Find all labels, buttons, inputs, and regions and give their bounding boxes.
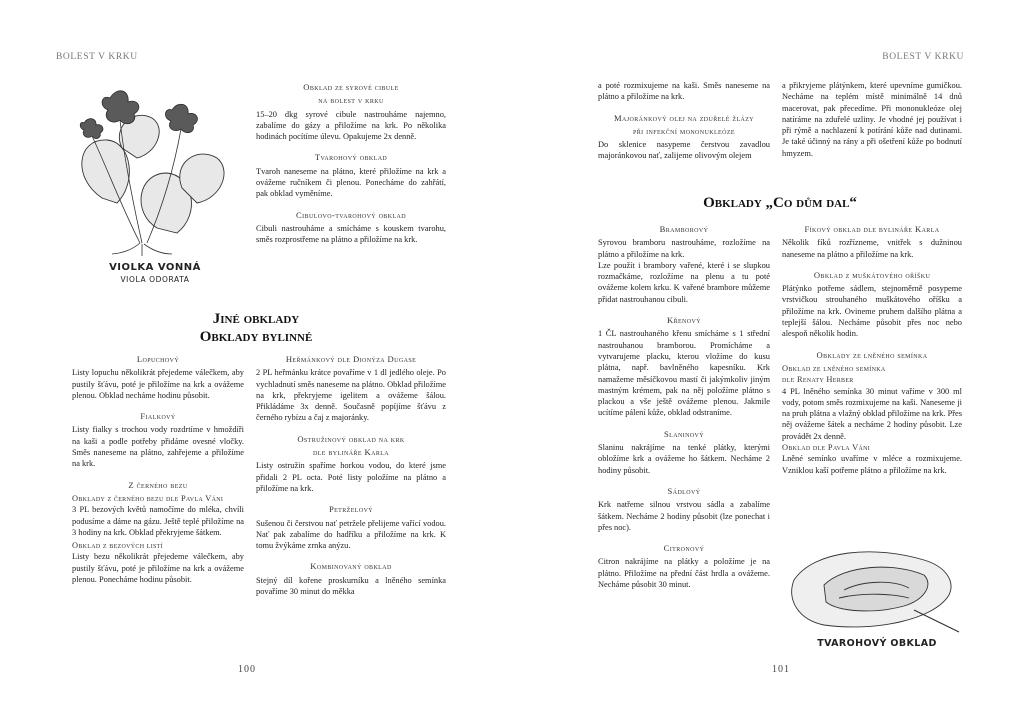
recipe-text: Listy lopuchu několikrát přejedeme válečkem, aby pustily šťávu, poté je přiložíme na krk a ovážeme plenou. Obklad necháme hodinu působit.	[72, 368, 244, 400]
recipe-text: Stejný díl kořene proskurníku a lněného semínka povaříme 30 minut do měkka	[256, 575, 446, 597]
recipe-title: Sádlový	[667, 485, 701, 496]
recipe-block	[256, 210, 446, 246]
recipe-text: Cibuli nastrouháme a smícháme s kouskem tvarohu, směs rozprostřeme na plátno a přiložíme na krk.	[256, 223, 446, 245]
recipe-text: Plátýnko potřeme sádlem, stejnoměrně posypeme vrstvičkou strouhaného muškátového oříšku a přiložíme na krk. Ovineme pruhem dalšího plátna a teplejší šálou. Necháme působit přes noc nebo alespoň několik hodin.	[782, 284, 962, 339]
recipe-subtitle: Obklady z černého bezu dle Pavla Váni	[72, 493, 224, 503]
recipe-text: Listy bezu několikrát přejedeme válečkem, aby pustily šťávu, poté je přiložíme na krk a ovážeme plenou. Ponecháme hodinu působit.	[72, 552, 244, 585]
recipe-text: Několik fíků rozřízneme, vnitřek s dužninou naneseme na plátno a přiložíme na krk.	[782, 238, 962, 259]
recipe-text: 15–20 dkg syrové cibule nastrouháme najemno, zabalíme do gázy a přiložíme na krk. Po několika hodinách pocítíme úlevu. Opakujeme 2x denně.	[256, 109, 446, 142]
recipe-block	[598, 315, 770, 419]
text-column-1	[598, 224, 770, 600]
recipe-text: 3 PL bezových květů namočíme do mléka, chvíli podusíme a dáme na gázu. Ještě teplé přiložíme na 3 hodiny na krk. Obklad překryjeme šátkem.	[72, 505, 244, 537]
recipe-text: Listy ostružin spaříme horkou vodou, do které jsme přidali 2 PL octa. Poté listy položíme na plátno a přiložíme na krk.	[256, 461, 446, 493]
recipe-text: Do sklenice nasypeme čerstvou zavadlou majoránkovou nať, zalijeme olivovým olejem	[598, 140, 770, 161]
violet-plant-drawing-icon	[62, 78, 242, 258]
recipe-block	[782, 224, 962, 260]
recipe-block	[598, 113, 770, 162]
recipe-block	[598, 80, 770, 103]
recipe-title: Petrželový	[328, 504, 374, 515]
recipe-title: Slaninový	[663, 428, 705, 439]
illustration-caption: VIOLKA VONNÁ	[109, 262, 201, 273]
recipe-block	[72, 354, 244, 401]
recipe-block	[256, 561, 446, 597]
recipe-block	[72, 411, 244, 469]
recipe-title: Bramborový	[659, 224, 709, 234]
recipe-text: 2 PL heřmánku krátce povaříme v 1 dl jedlého oleje. Po vychladnutí směs naneseme na plátno. Obklad přiložíme na krk, překryjeme igelitem a ovážeme šálou. Přikládáme 3x denně. Současně popíjíme šťávu z černého rybízu a čaj z majoránky.	[256, 368, 446, 423]
recipe-block	[256, 152, 446, 199]
page-number: 100	[238, 664, 256, 675]
illustration-caption: TVAROHOVÝ OBKLAD	[817, 638, 937, 649]
recipe-title: Lopuchový	[136, 354, 180, 364]
recipe-subtitle: při infekční mononukleóze	[633, 125, 735, 136]
recipe-subtitle: na bolest v krku	[318, 95, 384, 106]
section-subtitle: Obklady bylinné	[199, 329, 313, 345]
cloth-compress-drawing-icon	[784, 540, 964, 640]
recipe-title: Fialkový	[140, 411, 176, 422]
top-text-column	[256, 82, 446, 256]
recipe-text: a poté rozmixujeme na kaši. Směs naneseme na plátno a přiložíme na krk.	[598, 81, 770, 102]
recipe-title: Cibulovo-tvarohový obklad	[296, 209, 406, 220]
recipe-text: Listy fialky s trochou vody rozdrtíme v hmoždíři na kaši a podle potřeby přidáme ovesné vločky. Směs naneseme na plátno, zahřejeme a přiložíme na krk.	[72, 425, 244, 469]
running-head: BOLEST V KRKU	[56, 52, 138, 62]
recipe-text: Krk natřeme silnou vrstvou sádla a zabalíme šátkem. Necháme 2 hodiny působit (lze ponechat i přes noc).	[598, 500, 770, 532]
recipe-block	[256, 354, 446, 424]
recipe-block	[72, 480, 244, 586]
recipe-text: Sušenou či čerstvou nať petržele přelijeme vařící vodou. Nať pak zabalíme do hadříku a přiložíme na krk. K tomu žvýkáme zrnka anýzu.	[256, 518, 446, 551]
recipe-block	[782, 270, 962, 340]
recipe-text: Tvaroh naneseme na plátno, které přiložíme na krk a ovážeme ručníkem či plenou. Ponecháme do zahřátí, pak obklad vyměníme.	[256, 166, 446, 199]
recipe-title: Obklad z muškátového oříšku	[813, 269, 931, 280]
recipe-subtitle: dle bylináře Karla	[312, 447, 390, 458]
text-column-2	[256, 354, 446, 607]
recipe-title: Tvarohový obklad	[314, 152, 388, 163]
recipe-title: Ostružinový obklad na krk	[297, 433, 405, 444]
recipe-title: Kombinovaný obklad	[310, 561, 392, 572]
recipe-block	[598, 429, 770, 476]
text-column-2	[782, 224, 962, 486]
text-column-1	[72, 354, 244, 595]
recipe-title: Citronový	[663, 543, 705, 554]
recipe-text: a přikryjeme plátýnkem, které upevníme gumičkou. Necháme na teplém místě minimálně 14 dnů macerovat, pak přecedíme. Při mononukleóze olej natíráme na zduřelé uzliny. Je vhodné jej používat i při rýmě a nachlazení k potírání kůže nad dutinami. Je také účinný na rány a při ošetření kůže po bodnutí hmyzem.	[782, 81, 962, 158]
recipe-text: Lze použít i brambory vařené, které i se slupkou rozmačkáme, rozložíme na plenu a tu poté ovážeme kolem krku. K vařené brambore můžeme přidat nastrouhanou cibuli.	[598, 260, 770, 304]
running-head: BOLEST V KRKU	[882, 52, 964, 62]
recipe-text: Slaninu nakrájíme na tenké plátky, kterými obložíme krk a ovážeme ho šátkem. Necháme 2 hodiny působit.	[598, 443, 770, 475]
recipe-block	[782, 350, 962, 476]
right-page	[512, 0, 1024, 724]
recipe-title: Obklady ze lněného semínka	[816, 349, 928, 360]
recipe-text: 4 PL lněného semínka 30 minut vaříme v 300 ml vody, potom směs rozmixujeme na kaši. Naneseme ji na pruh plátna a vlažný obklad přiložíme na krk. Přes něj ovážeme šátek a necháme 2 hodiny působit. Lze provádět 2x denně.	[782, 386, 962, 441]
recipe-title: Heřmánkový dle Dionýza Dugase	[285, 354, 417, 364]
recipe-text: Syrovou bramboru nastrouháme, rozložíme na plátno a přiložíme na krk.	[598, 238, 770, 259]
recipe-text: Lněné semínko uvaříme v mléce a rozmixujeme. Vzniklou kaší potřeme plátno a přiložíme na krk.	[782, 454, 962, 475]
recipe-text: Citron nakrájíme na plátky a položíme je na plátno. Přiložíme na přední část hrdla a ovážeme. Necháme působit 30 minut.	[598, 557, 770, 590]
illustration-latin-name: VIOLA ODORATA	[120, 275, 190, 284]
recipe-text: 1 ČL nastrouhaného křenu smícháme s 1 střední nastrouhanou bramborou. Promícháme a vytvarujeme placku, kterou vložíme do kusu plátna, např. bavlněného kapesníku. Krk namažeme měsíčkovou mastí či jakýmkoliv jiným mastným krémem, pak na něj položíme plátno s plackou a vše ještě ovážeme plenou. Jakmile ucítíme pálení kůže, obklad odstraníme.	[598, 329, 770, 418]
recipe-block	[256, 434, 446, 494]
recipe-subtitle: Obklad dle Pavla Váni	[782, 443, 871, 453]
recipe-block	[598, 486, 770, 533]
recipe-title: Majoránkový olej na zduřelé žlázy	[613, 112, 755, 123]
recipe-subtitle: dle Renaty Herber	[782, 375, 854, 385]
recipe-subtitle: Obklad ze lněného semínka	[782, 363, 886, 373]
recipe-block	[782, 80, 962, 159]
recipe-block	[256, 504, 446, 551]
page-number: 101	[772, 664, 790, 675]
top-text-column-1	[598, 80, 770, 172]
recipe-title: Z černého bezu	[128, 479, 188, 490]
recipe-block	[256, 82, 446, 142]
recipe-title: Fíkový obklad dle bylináře Karla	[804, 224, 940, 234]
top-text-column-2	[782, 80, 962, 169]
section-title: Obklady „Co dům dal“	[703, 195, 857, 211]
recipe-subtitle: Obklad z bezových listí	[72, 541, 163, 551]
recipe-title: Křenový	[666, 315, 701, 326]
recipe-block	[598, 543, 770, 590]
recipe-block	[598, 224, 770, 305]
section-title: Jiné obklady	[212, 311, 300, 327]
recipe-title: Obklad ze syrové cibule	[303, 82, 399, 92]
